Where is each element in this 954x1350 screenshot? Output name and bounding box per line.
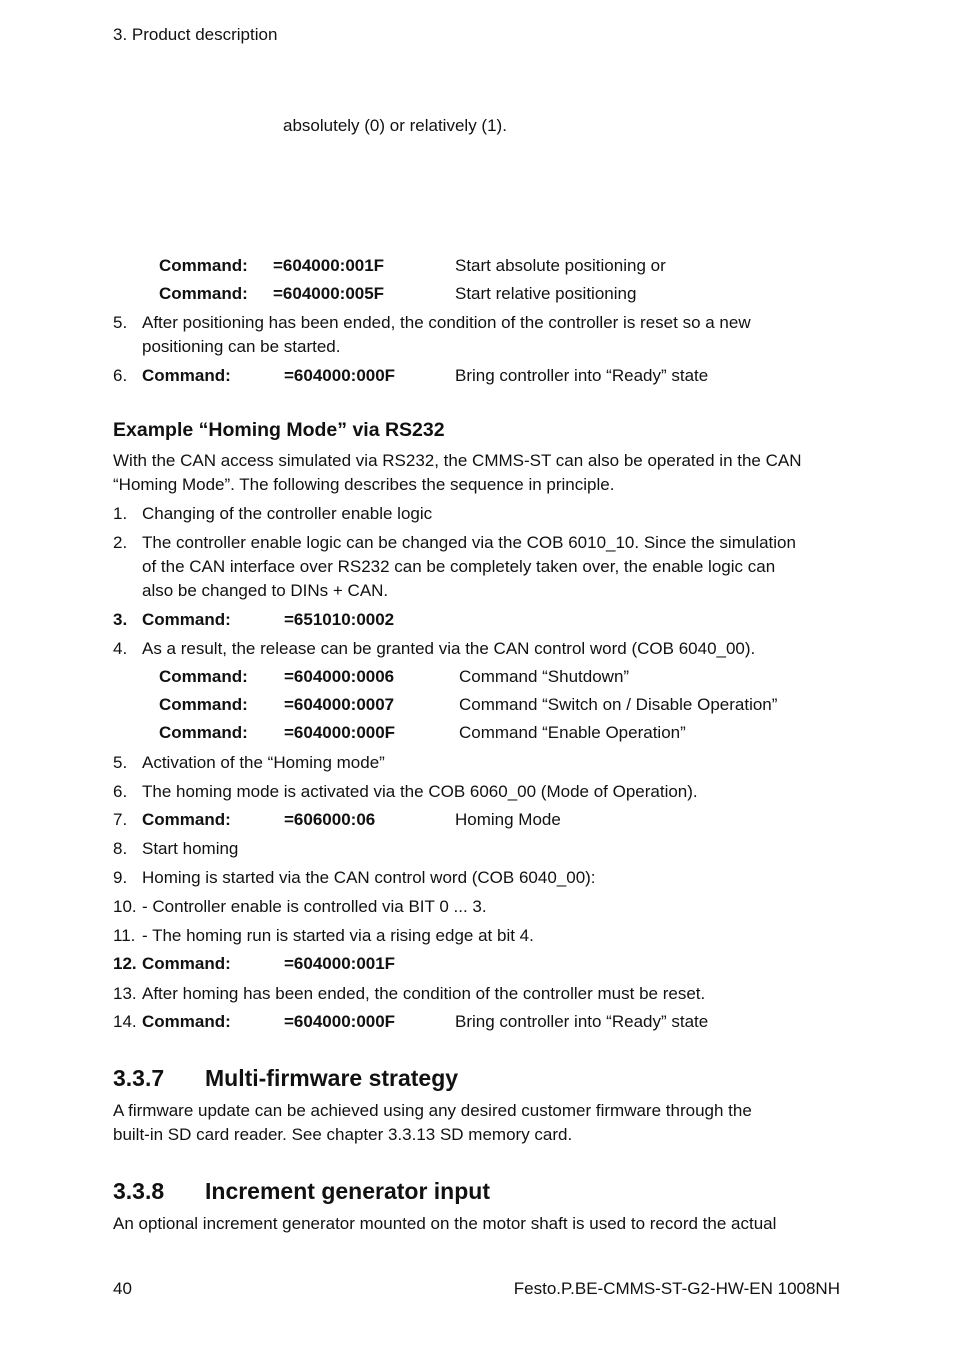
command-value: =604000:000F xyxy=(284,1012,396,1031)
list-number: 1. xyxy=(113,504,128,523)
paragraph-line: “Homing Mode”. The following describes the sequence in principle. xyxy=(113,475,615,494)
list-item-text: Changing of the controller enable logic xyxy=(142,504,433,523)
list-number: 6. xyxy=(113,782,128,801)
list-item-text: of the CAN interface over RS232 can be completely taken over, the enable logic can xyxy=(142,557,776,576)
list-number: 6. xyxy=(113,366,128,385)
command-desc: Homing Mode xyxy=(455,810,561,829)
section-title: Increment generator input xyxy=(205,1178,490,1204)
list-item-text: After positioning has been ended, the condition of the controller is reset so a new xyxy=(142,313,751,332)
list-item-text: After homing has been ended, the condition of the controller must be reset. xyxy=(142,984,706,1003)
section-number: 3.3.8 xyxy=(113,1178,165,1204)
list-number: 5. xyxy=(113,753,128,772)
list-number: 5. xyxy=(113,313,128,332)
list-item-text: The homing mode is activated via the COB 6060_00 (Mode of Operation). xyxy=(142,782,698,801)
command-label: Command: xyxy=(142,1012,231,1031)
command-value: =604000:0006 xyxy=(284,667,395,686)
command-label: Command: xyxy=(142,810,231,829)
list-number: 9. xyxy=(113,868,128,887)
command-label: Command: xyxy=(159,695,248,714)
list-item-text: Start homing xyxy=(142,839,239,858)
paragraph-line: A firmware update can be achieved using any desired customer firmware through the xyxy=(113,1101,752,1120)
list-number: 3. xyxy=(113,610,128,629)
command-desc: Start absolute positioning or xyxy=(455,256,666,275)
list-item-text: - Controller enable is controlled via BIT 0 ... 3. xyxy=(142,897,487,916)
command-value: =606000:06 xyxy=(284,810,376,829)
list-number: 13. xyxy=(113,984,137,1003)
command-label: Command: xyxy=(159,723,248,742)
command-value: =604000:005F xyxy=(273,284,385,303)
list-number: 4. xyxy=(113,639,128,658)
list-number: 14. xyxy=(113,1012,137,1031)
command-label: Command: xyxy=(159,667,248,686)
command-value: =604000:001F xyxy=(273,256,385,275)
list-number: 10. xyxy=(113,897,137,916)
list-item-text: also be changed to DINs + CAN. xyxy=(142,581,389,600)
command-label: Command: xyxy=(142,366,231,385)
list-number: 11. xyxy=(113,926,136,945)
command-desc: Bring controller into “Ready” state xyxy=(455,366,709,385)
command-value: =604000:001F xyxy=(284,954,396,973)
command-desc: Command “Enable Operation” xyxy=(459,723,686,742)
list-number: 7. xyxy=(113,810,128,829)
list-item-text: Activation of the “Homing mode” xyxy=(142,753,385,772)
command-value: =604000:000F xyxy=(284,723,396,742)
list-number: 8. xyxy=(113,839,128,858)
command-value: =651010:0002 xyxy=(284,610,395,629)
list-item-text: - The homing run is started via a rising edge at bit 4. xyxy=(142,926,534,945)
command-value: =604000:000F xyxy=(284,366,396,385)
command-desc: Start relative positioning xyxy=(455,284,637,303)
subsection-heading: Example “Homing Mode” via RS232 xyxy=(113,419,445,441)
list-item-text: positioning can be started. xyxy=(142,337,341,356)
paragraph-line: With the CAN access simulated via RS232, the CMMS-ST can also be operated in the CAN xyxy=(113,451,802,470)
command-label: Command: xyxy=(142,610,231,629)
list-item-text: Homing is started via the CAN control word (COB 6040_00): xyxy=(142,868,596,887)
command-label: Command: xyxy=(142,954,231,973)
section-title: Multi-firmware strategy xyxy=(205,1065,459,1091)
page-number: 40 xyxy=(113,1279,132,1298)
section-number: 3.3.7 xyxy=(113,1065,165,1091)
command-desc: Command “Shutdown” xyxy=(459,667,630,686)
list-item-text: The controller enable logic can be changed via the COB 6010_10. Since the simulation xyxy=(142,533,796,552)
paragraph-line: built-in SD card reader. See chapter 3.3.13 SD memory card. xyxy=(113,1125,573,1144)
list-item-text: As a result, the release can be granted via the CAN control word (COB 6040_00). xyxy=(142,639,756,658)
document-id: Festo.P.BE-CMMS-ST-G2-HW-EN 1008NH xyxy=(513,1279,840,1298)
paragraph-line: An optional increment generator mounted on the motor shaft is used to record the actual xyxy=(113,1214,777,1233)
command-label: Command: xyxy=(159,284,248,303)
list-number: 12. xyxy=(113,954,137,973)
command-desc: Command “Switch on / Disable Operation” xyxy=(459,695,778,714)
running-header: 3. Product description xyxy=(113,25,278,44)
command-desc: Bring controller into “Ready” state xyxy=(455,1012,709,1031)
command-value: =604000:0007 xyxy=(284,695,395,714)
list-number: 2. xyxy=(113,533,128,552)
intro-text: absolutely (0) or relatively (1). xyxy=(283,116,507,135)
command-label: Command: xyxy=(159,256,248,275)
